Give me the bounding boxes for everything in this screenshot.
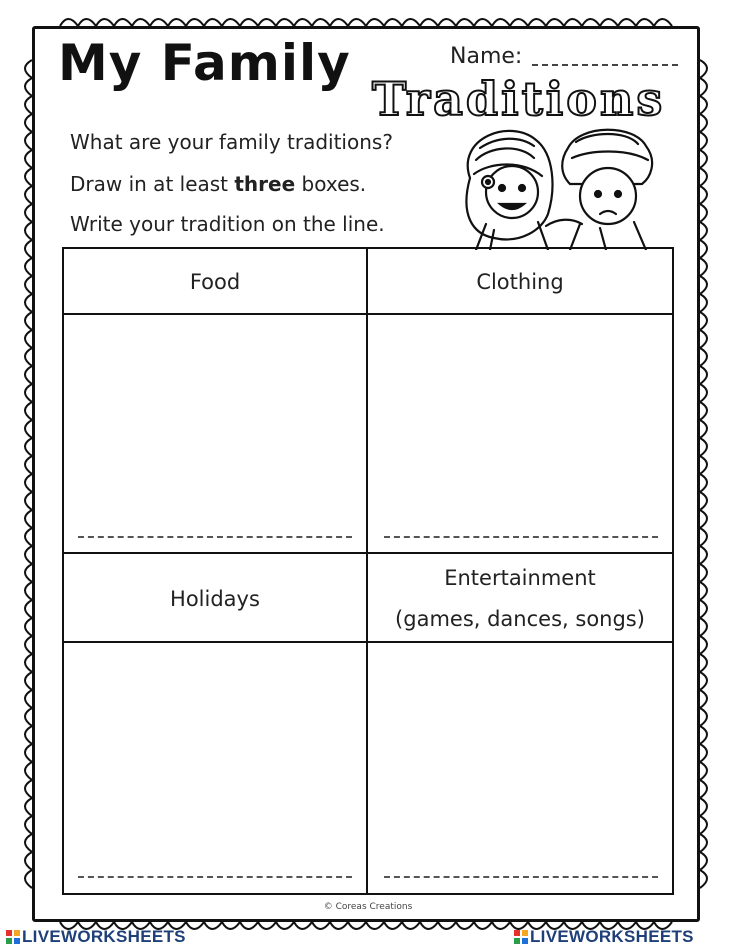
name-input-line[interactable] [532,64,678,66]
answer-line-clothing[interactable] [384,536,658,538]
copyright-credit: © Coreas Creations [323,902,413,912]
drawing-box-holidays[interactable] [64,643,366,893]
kids-clipart-illustration [450,118,670,250]
instruction-line-2 [70,172,366,196]
drawing-box-clothing[interactable] [368,315,672,552]
name-label: Name: [450,44,523,69]
liveworksheets-icon [6,930,20,944]
header-entertainment-subtitle: (games, dances, songs) [395,607,645,631]
grid-divider-middle [62,552,674,554]
instruction-line-2-suffix: boxes. [295,172,367,196]
liveworksheets-text-left: LIVEWORKSHEETS [22,927,186,946]
answer-line-holidays[interactable] [78,876,352,878]
header-food: Food [189,270,241,294]
instruction-line-3: Write your tradition on the line. [70,212,385,236]
liveworksheets-logo-left[interactable] [6,927,186,947]
liveworksheets-text-right: LIVEWORKSHEETS [530,927,694,946]
liveworksheets-icon [514,930,528,944]
answer-line-food[interactable] [78,536,352,538]
title-my-family: My Family [58,34,351,92]
answer-line-entertainment[interactable] [384,876,658,878]
drawing-box-food[interactable] [64,315,366,552]
drawing-box-entertainment[interactable] [368,643,672,893]
instruction-line-2-prefix: Draw in at least [70,172,235,196]
header-holidays: Holidays [170,587,260,611]
header-clothing: Clothing [476,270,564,294]
header-entertainment: Entertainment [444,566,596,590]
liveworksheets-logo-right[interactable] [514,927,694,947]
instruction-line-2-bold: three [234,172,296,196]
instruction-line-1: What are your family traditions? [70,130,393,154]
title-traditions: Traditions [372,72,666,126]
